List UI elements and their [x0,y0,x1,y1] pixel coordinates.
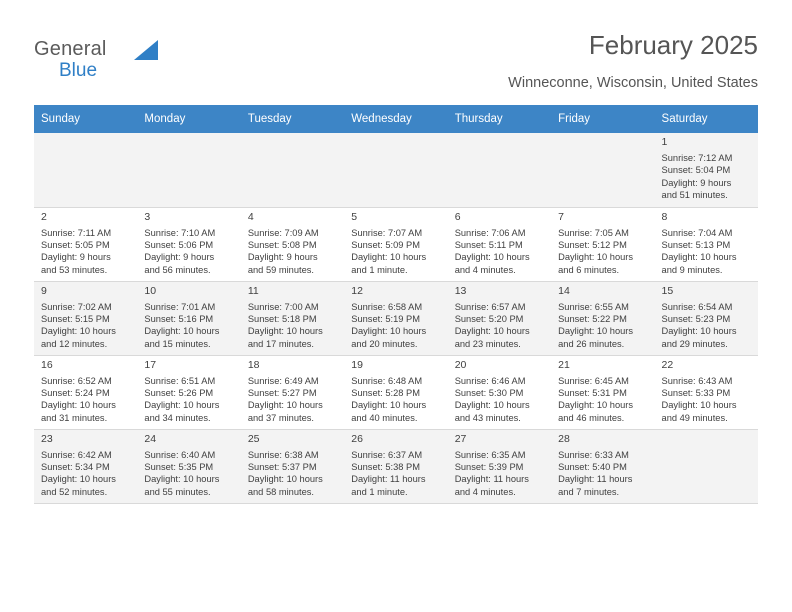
calendar-day-cell[interactable] [655,133,758,207]
day-info-line: Sunrise: 6:42 AM [41,449,112,460]
day-info-line: Sunset: 5:12 PM [558,239,627,250]
day-info-line: Sunset: 5:37 PM [247,461,317,472]
day-number: 15 [661,284,674,297]
day-info-line: Sunrise: 7:10 AM [144,227,216,238]
day-info-line: Sunrise: 6:49 AM [247,375,319,386]
calendar-week-row [34,429,758,503]
day-info-line: and 6 minutes. [558,264,620,275]
day-sun-info [558,301,648,351]
calendar-day-cell[interactable] [137,355,240,429]
day-info-line: and 20 minutes. [351,338,418,349]
calendar-table [34,105,758,504]
calendar-week-row [34,355,758,429]
day-info-line: and 55 minutes. [144,486,211,497]
day-sun-info [248,375,338,425]
day-number: 17 [144,358,157,371]
day-number: 4 [247,210,254,223]
day-info-line: and 17 minutes. [247,338,314,349]
weekday-header-tuesday: Tuesday [241,105,344,133]
day-number: 8 [661,210,668,223]
calendar-day-cell[interactable] [34,429,137,503]
day-sun-info [662,227,752,277]
day-number: 2 [41,210,47,223]
day-info-line: Sunrise: 6:58 AM [351,301,423,312]
day-info-line: Daylight: 10 hours [247,400,323,411]
day-info-line: Sunset: 5:19 PM [351,313,420,324]
calendar-day-cell[interactable] [655,355,758,429]
day-info-line: Sunrise: 6:55 AM [558,301,629,312]
day-info-line: Sunrise: 6:54 AM [661,301,733,312]
calendar-week-row [34,133,758,207]
day-info-line: Daylight: 10 hours [454,400,530,411]
day-info-line: Sunset: 5:11 PM [454,239,523,250]
day-info-line: Sunset: 5:30 PM [454,387,524,398]
day-info-line: and 34 minutes. [144,412,211,423]
day-sun-info [144,375,234,425]
day-info-line: Daylight: 10 hours [454,252,530,263]
day-info-line: Sunrise: 7:11 AM [41,227,112,238]
day-info-line: Sunrise: 6:46 AM [454,375,526,386]
calendar-day-cell-empty [344,133,447,207]
day-info-line: and 1 minute. [351,264,408,275]
calendar-day-cell-empty [34,133,137,207]
day-info-line: Sunrise: 7:02 AM [41,301,112,312]
day-info-line: Daylight: 9 hours [144,252,215,263]
day-number: 26 [351,432,363,445]
day-sun-info [662,301,752,351]
day-info-line: Sunrise: 6:51 AM [144,375,216,386]
day-sun-info [41,227,131,277]
day-info-line: Daylight: 10 hours [661,400,737,411]
calendar-day-cell[interactable] [137,429,240,503]
day-number: 9 [41,284,47,297]
day-info-line: Sunset: 5:06 PM [144,239,214,250]
day-info-line: and 7 minutes. [558,486,620,497]
day-info-line: Sunset: 5:35 PM [144,461,214,472]
day-sun-info [41,449,131,499]
day-sun-info [455,301,545,351]
calendar-week-row [34,281,758,355]
day-info-line: Sunset: 5:20 PM [454,313,524,324]
day-info-line: Daylight: 10 hours [558,252,634,263]
weekday-header-wednesday: Wednesday [344,105,447,133]
calendar-day-cell[interactable] [448,281,551,355]
day-number: 12 [351,284,363,297]
day-number: 21 [558,358,570,371]
day-info-line: Daylight: 10 hours [41,400,116,411]
calendar-day-cell[interactable] [344,429,447,503]
day-info-line: and 56 minutes. [144,264,211,275]
day-info-line: Sunrise: 7:06 AM [454,227,526,238]
calendar-day-cell[interactable] [448,207,551,281]
day-sun-info [455,375,545,425]
day-info-line: Sunrise: 6:43 AM [661,375,733,386]
day-info-line: Sunset: 5:08 PM [247,239,317,250]
day-info-line: Daylight: 10 hours [661,326,737,337]
brand-name-bottom: Blue [59,60,98,81]
day-info-line: and 53 minutes. [41,264,108,275]
day-info-line: and 37 minutes. [247,412,314,423]
day-info-line: Sunset: 5:22 PM [558,313,627,324]
day-number: 10 [144,284,157,297]
day-info-line: Daylight: 10 hours [454,326,530,337]
day-number: 25 [247,432,260,445]
day-info-line: and 31 minutes. [41,412,108,423]
day-info-line: Daylight: 10 hours [41,474,116,485]
day-info-line: and 49 minutes. [661,412,728,423]
day-info-line: Sunrise: 7:05 AM [558,227,629,238]
day-sun-info [351,227,441,277]
calendar-day-cell-empty [137,133,240,207]
calendar-day-cell-empty [655,429,758,503]
day-number: 5 [351,210,358,223]
day-info-line: Daylight: 9 hours [41,252,111,263]
calendar-day-cell[interactable] [34,207,137,281]
day-info-line: Sunset: 5:04 PM [661,165,731,176]
day-info-line: and 46 minutes. [558,412,625,423]
day-number: 20 [454,358,467,371]
calendar-day-cell[interactable] [241,355,344,429]
day-info-line: Sunrise: 6:38 AM [247,449,319,460]
page-title: February 2025 [588,30,758,60]
calendar-day-cell-empty [551,133,654,207]
day-sun-info [558,227,648,277]
day-info-line: Sunset: 5:27 PM [247,387,317,398]
day-info-line: Daylight: 10 hours [558,400,634,411]
calendar-day-cell[interactable] [344,355,447,429]
day-info-line: Sunrise: 7:07 AM [351,227,423,238]
day-info-line: Sunset: 5:38 PM [351,461,420,472]
day-info-line: Daylight: 10 hours [144,326,220,337]
day-info-line: Sunrise: 7:04 AM [661,227,733,238]
day-info-line: Sunset: 5:13 PM [661,239,731,250]
brand-name-top: General [34,38,107,60]
day-info-line: Sunset: 5:34 PM [41,461,110,472]
day-info-line: Sunset: 5:40 PM [558,461,627,472]
day-info-line: and 51 minutes. [661,190,728,201]
day-sun-info [455,227,545,277]
calendar-week-row [34,207,758,281]
calendar-day-cell[interactable] [241,207,344,281]
day-info-line: Sunrise: 6:40 AM [144,449,216,460]
day-info-line: Daylight: 11 hours [454,474,529,485]
day-sun-info [41,301,131,351]
day-sun-info [144,301,234,351]
day-number: 1 [661,136,668,148]
day-info-line: Sunset: 5:16 PM [144,313,214,324]
day-info-line: Daylight: 9 hours [661,177,732,188]
day-info-line: and 40 minutes. [351,412,418,423]
day-info-line: Sunrise: 6:33 AM [558,449,629,460]
day-info-line: Sunrise: 7:09 AM [247,227,319,238]
page-location: Winneconne, Wisconsin, United States [508,75,758,91]
triangle-logo-icon [132,38,160,62]
day-info-line: Daylight: 9 hours [247,252,318,263]
calendar-body [34,133,758,503]
day-info-line: and 23 minutes. [454,338,521,349]
day-info-line: and 29 minutes. [661,338,728,349]
day-number: 28 [558,432,570,445]
calendar-day-cell[interactable] [551,207,654,281]
weekday-header-friday: Friday [551,105,654,133]
weekday-header-thursday: Thursday [448,105,551,133]
day-number: 19 [351,358,363,371]
day-info-line: and 43 minutes. [454,412,521,423]
calendar-day-cell[interactable] [448,429,551,503]
calendar-day-cell[interactable] [34,355,137,429]
day-info-line: Sunset: 5:18 PM [247,313,317,324]
day-number: 27 [454,432,467,445]
day-info-line: Daylight: 10 hours [144,400,220,411]
calendar-day-cell-empty [448,133,551,207]
day-info-line: Sunset: 5:24 PM [41,387,110,398]
day-sun-info [351,301,441,351]
day-info-line: Daylight: 10 hours [41,326,116,337]
day-number: 18 [247,358,260,371]
day-info-line: Sunrise: 6:45 AM [558,375,629,386]
day-number: 3 [144,210,151,223]
day-info-line: and 12 minutes. [41,338,108,349]
day-info-line: Sunset: 5:05 PM [41,239,110,250]
day-info-line: Daylight: 10 hours [351,400,427,411]
day-info-line: Sunset: 5:33 PM [661,387,731,398]
day-info-line: and 26 minutes. [558,338,625,349]
day-info-line: Sunset: 5:26 PM [144,387,214,398]
day-info-line: and 59 minutes. [247,264,314,275]
day-number: 23 [41,432,53,445]
day-info-line: Daylight: 10 hours [247,326,323,337]
day-info-line: and 1 minute. [351,486,408,497]
day-info-line: Sunrise: 6:48 AM [351,375,423,386]
day-number: 6 [454,210,461,223]
brand-logo [34,38,254,86]
day-info-line: Sunrise: 7:00 AM [247,301,319,312]
day-info-line: Daylight: 10 hours [351,252,427,263]
day-sun-info [351,375,441,425]
weekday-header-saturday: Saturday [655,105,758,133]
calendar-day-cell[interactable] [241,429,344,503]
day-info-line: Sunset: 5:09 PM [351,239,420,250]
day-info-line: Daylight: 10 hours [247,474,323,485]
day-info-line: Sunset: 5:28 PM [351,387,420,398]
day-info-line: Sunrise: 7:01 AM [144,301,216,312]
weekday-header-sunday: Sunday [34,105,137,133]
day-sun-info [558,375,648,425]
day-info-line: Daylight: 11 hours [558,474,633,485]
day-sun-info [455,449,545,499]
day-info-line: and 15 minutes. [144,338,211,349]
day-info-line: Daylight: 11 hours [351,474,426,485]
day-info-line: and 52 minutes. [41,486,108,497]
weekday-header-monday: Monday [137,105,240,133]
day-info-line: Sunrise: 6:37 AM [351,449,423,460]
day-sun-info [41,375,131,425]
day-info-line: Sunset: 5:31 PM [558,387,627,398]
day-number: 11 [247,284,259,297]
day-number: 7 [558,210,564,223]
day-info-line: Sunset: 5:39 PM [454,461,524,472]
calendar-day-cell[interactable] [551,429,654,503]
calendar-day-cell[interactable] [137,281,240,355]
calendar-day-cell[interactable] [344,281,447,355]
calendar-day-cell[interactable] [551,281,654,355]
calendar-day-cell[interactable] [34,281,137,355]
day-number: 24 [144,432,157,445]
day-number: 22 [661,358,674,371]
day-number: 14 [558,284,570,297]
day-info-line: Daylight: 10 hours [661,252,737,263]
calendar-day-cell[interactable] [448,355,551,429]
calendar-day-cell[interactable] [344,207,447,281]
day-info-line: Sunset: 5:23 PM [661,313,731,324]
day-info-line: and 4 minutes. [454,264,516,275]
day-sun-info [558,449,648,499]
day-sun-info [144,449,234,499]
calendar-day-cell[interactable] [655,281,758,355]
day-info-line: Daylight: 10 hours [351,326,427,337]
calendar-day-cell[interactable] [551,355,654,429]
day-info-line: Sunrise: 6:57 AM [454,301,526,312]
day-info-line: and 9 minutes. [661,264,723,275]
day-number: 16 [41,358,53,371]
day-number: 13 [454,284,467,297]
calendar-day-cell[interactable] [241,281,344,355]
day-sun-info [248,449,338,499]
day-info-line: Sunrise: 7:12 AM [661,153,733,163]
day-info-line: Sunset: 5:15 PM [41,313,110,324]
day-info-line: Daylight: 10 hours [144,474,220,485]
calendar-day-cell-empty [241,133,344,207]
calendar-day-cell[interactable] [137,207,240,281]
day-sun-info [144,227,234,277]
calendar-day-cell[interactable] [655,207,758,281]
calendar-header-row [34,105,758,133]
day-info-line: and 58 minutes. [247,486,314,497]
day-sun-info [662,375,752,425]
day-sun-info [662,152,752,202]
day-sun-info [248,301,338,351]
day-sun-info [248,227,338,277]
day-info-line: Daylight: 10 hours [558,326,634,337]
page-header [34,30,758,90]
day-info-line: Sunrise: 6:35 AM [454,449,526,460]
day-sun-info [351,449,441,499]
day-info-line: Sunrise: 6:52 AM [41,375,112,386]
day-info-line: and 4 minutes. [454,486,516,497]
